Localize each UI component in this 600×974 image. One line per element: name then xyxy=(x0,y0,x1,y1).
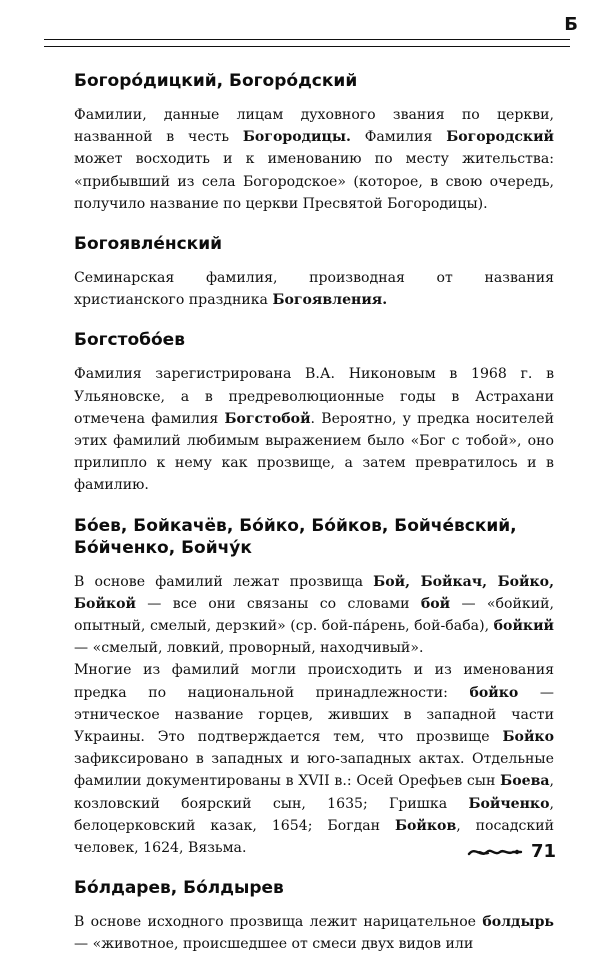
entry-paragraph xyxy=(74,659,554,859)
text-run: Многие из фамилий могли происходить и из именования предка по национальной принадлежности: xyxy=(74,662,554,701)
text-run: — «смелый, ловкий, проворный, находчивый». xyxy=(74,640,424,657)
text-run: Фамилия xyxy=(350,129,447,146)
dictionary-content xyxy=(74,70,554,974)
entry-title: Бо́ев, Бойкачёв, Бо́йко, Бо́йков, Бойче́вский, Бо́йченко, Бойчу́к xyxy=(74,515,517,558)
text-run: — «бойкий, опытный, смелый, дерзкий» (ср. бой-па́рень, бой-баба), xyxy=(74,595,554,635)
text-run: зафиксировано в западных и юго-западных актах. Отдельные фамилии документированы в XVII в.: Осей Орефьев сын xyxy=(74,751,554,790)
entry-title: Бо́лдарев, Бо́лдырев xyxy=(74,878,284,899)
header-rule xyxy=(44,39,570,40)
text-run: , посадский человек, 1624, Вязьма. xyxy=(74,817,555,857)
dictionary-entry xyxy=(74,329,554,496)
text-run: — «животное, происшедшее от смеси двух видов или xyxy=(74,936,474,953)
text-run: может восходить и к именованию по месту жительства: «прибывший из села Богородское» (которое, в свою очередь, получило название по церкви Пресвятой Богородицы). xyxy=(74,151,554,212)
text-run: В основе исходного прозвища лежит нарицательное xyxy=(74,914,483,931)
bold-term: Бойко xyxy=(502,729,554,746)
bold-term: Богстобой xyxy=(224,410,311,427)
entry-paragraph xyxy=(74,104,554,215)
entry-paragraph xyxy=(74,267,554,311)
ornament-flourish-icon xyxy=(467,844,523,860)
text-run: , козловский боярский сын, 1635; Гришка xyxy=(74,773,554,812)
bold-term: Бойков xyxy=(394,817,457,834)
text-run: Фамилии, данные лицам духовного звания по церкви, названной в честь xyxy=(74,107,554,146)
entry-paragraph xyxy=(74,571,554,660)
text-run: Семинарская фамилия, производная от названия христианского праздника xyxy=(74,270,554,309)
entry-title: Богстобо́ев xyxy=(74,330,185,351)
page-footer xyxy=(467,841,556,862)
bold-term: бойко xyxy=(469,684,519,701)
bold-term: Богородский xyxy=(446,129,554,146)
bold-term: Боева xyxy=(500,773,550,790)
bold-term: Бойченко xyxy=(468,795,550,812)
text-run: — все они связаны со словами xyxy=(135,595,421,612)
dictionary-entry xyxy=(74,70,554,215)
bold-term: болдырь xyxy=(482,914,554,931)
page-number: 71 xyxy=(530,841,556,862)
entry-paragraph xyxy=(74,363,554,496)
entry-paragraph xyxy=(74,911,554,955)
bold-term: Богородицы. xyxy=(242,129,351,146)
bold-term: бой xyxy=(420,595,451,612)
text-run: Фамилия зарегистрирована В.А. Никоновым в 1968 г. в Ульяновске, а в предреволюционные годы в Астрахани отмечена фамилия xyxy=(74,366,554,427)
header-rule xyxy=(44,46,570,47)
bold-term: бойкий xyxy=(493,618,554,635)
text-run: . Вероятно, у предка носителей этих фамилий любимым выражением было «Бог с тобой», оно прилипло к нему как прозвище, а затем превратилось и в фамилию. xyxy=(74,410,554,494)
section-letter: Б xyxy=(564,14,578,35)
text-run: — этническое название горцев, живших в западной части Украины. Это подтверждается тем, что прозвище xyxy=(74,684,554,746)
entry-title: Богоявле́нский xyxy=(74,234,223,255)
entry-title: Богоро́дицкий, Богоро́дский xyxy=(74,71,358,91)
dictionary-entry xyxy=(74,515,554,860)
dictionary-entry xyxy=(74,877,554,955)
dictionary-entry xyxy=(74,233,554,311)
bold-term: Богоявления. xyxy=(272,292,388,309)
bold-term: Бой, Бойкач, Бойко, Бойкой xyxy=(74,573,554,612)
text-run: , белоцерковский казак, 1654; Богдан xyxy=(74,795,554,834)
text-run: В основе фамилий лежат прозвища xyxy=(74,573,374,590)
